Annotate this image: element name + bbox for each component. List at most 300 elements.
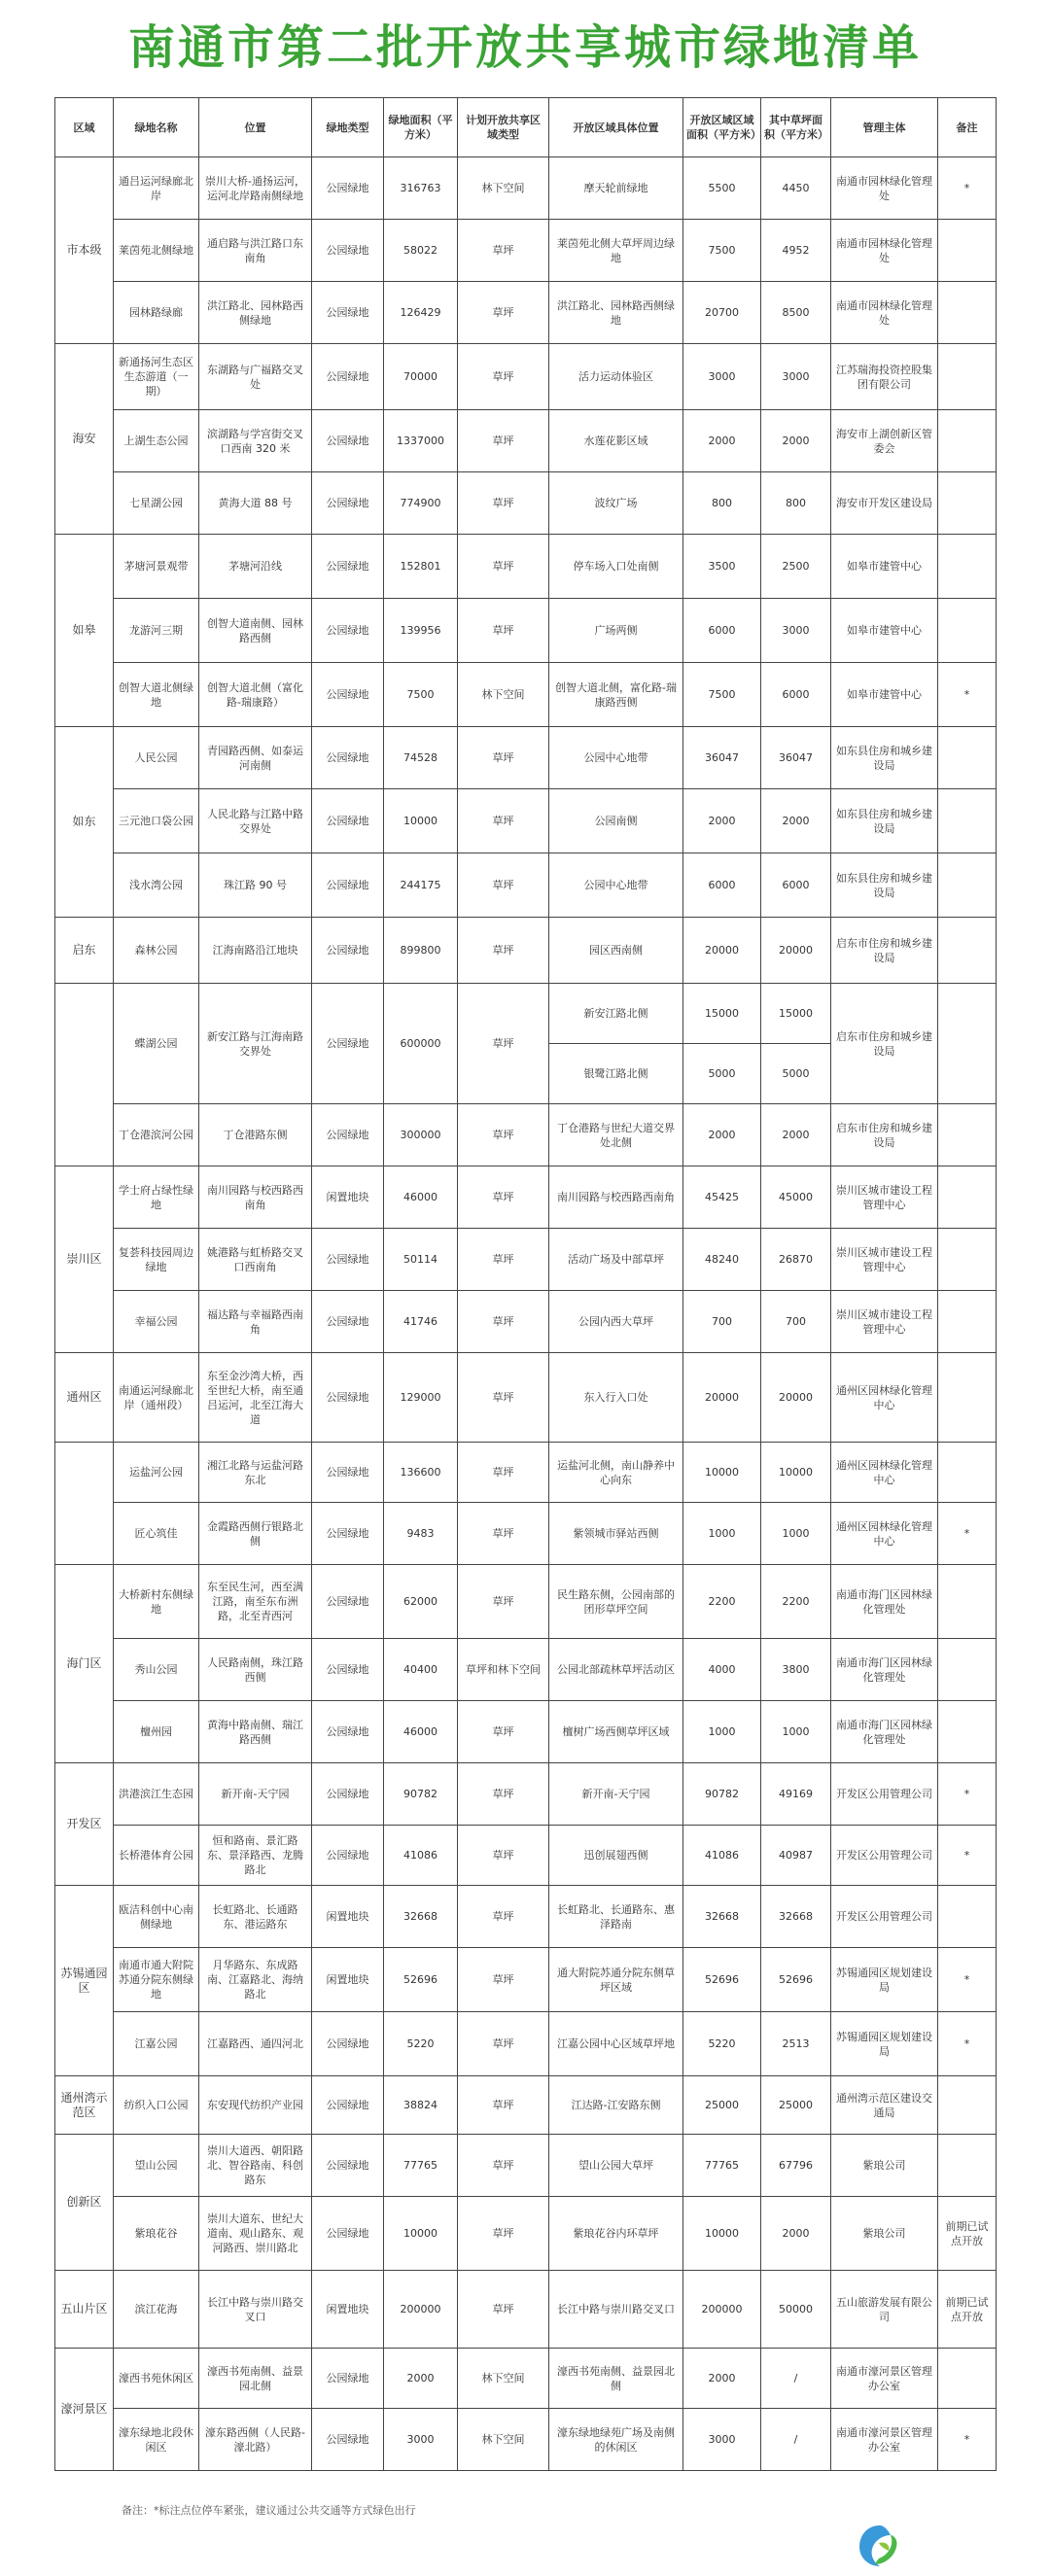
cell-open-area: 7500 [683, 663, 761, 727]
cell-lawn-area: 2500 [761, 535, 831, 599]
table-row [55, 663, 997, 727]
table-row [55, 282, 997, 344]
cell-area: 10000 [384, 2197, 458, 2271]
cell-open-location: 活动广场及中部草坪 [549, 1229, 683, 1291]
cell-region: 如皋 [55, 535, 114, 727]
cell-open-type: 草坪 [458, 1104, 549, 1166]
cell-location: 珠江路 90 号 [199, 853, 312, 918]
cell-region: 通州湾示范区 [55, 2076, 114, 2135]
cell-manager: 如东县住房和城乡建设局 [831, 853, 938, 918]
green-space-table-wrapper [54, 97, 996, 2471]
cell-lawn-area: 4952 [761, 220, 831, 282]
table-row [55, 2135, 997, 2197]
cell-note: * [938, 2012, 997, 2076]
header-region: 区域 [55, 98, 114, 157]
cell-type: 闲置地块 [312, 1948, 384, 2012]
cell-area: 40400 [384, 1639, 458, 1701]
cell-name: 匠心筑佳 [114, 1503, 199, 1565]
cell-manager: 苏锡通园区规划建设局 [831, 2012, 938, 2076]
cell-manager: 如东县住房和城乡建设局 [831, 727, 938, 789]
header-row [55, 98, 997, 157]
cell-location: 茅塘河沿线 [199, 535, 312, 599]
cell-area: 300000 [384, 1104, 458, 1166]
cell-name: 幸福公园 [114, 1291, 199, 1353]
cell-open-type: 草坪 [458, 918, 549, 984]
cell-area: 41746 [384, 1291, 458, 1353]
cell-open-type: 草坪 [458, 2076, 549, 2135]
cell-manager: 南通市园林绿化管理处 [831, 157, 938, 220]
cell-name: 滨江花海 [114, 2271, 199, 2349]
cell-open-type: 草坪 [458, 1166, 549, 1229]
cell-open-location: 东入行入口处 [549, 1353, 683, 1443]
cell-note [938, 1291, 997, 1353]
cell-name: 濠西书苑休闲区 [114, 2349, 199, 2409]
cell-area: 10000 [384, 789, 458, 853]
cell-location: 东湖路与广福路交叉处 [199, 344, 312, 410]
cell-open-type: 草坪 [458, 1886, 549, 1948]
cell-location: 濠西书苑南侧、益景园北侧 [199, 2349, 312, 2409]
cell-lawn-area: 700 [761, 1291, 831, 1353]
cell-note [938, 1353, 997, 1443]
cell-type: 公园绿地 [312, 410, 384, 472]
header-type: 绿地类型 [312, 98, 384, 157]
cell-name: 浅水湾公园 [114, 853, 199, 918]
cell-open-location: 莱茵苑北侧大草坪周边绿地 [549, 220, 683, 282]
cell-note: 前期已试点开放 [938, 2197, 997, 2271]
cell-note [938, 220, 997, 282]
cell-open-type: 草坪 [458, 1701, 549, 1763]
table-row [55, 157, 997, 220]
cell-area: 32668 [384, 1886, 458, 1948]
cell-location: 福达路与幸福路西南角 [199, 1291, 312, 1353]
cell-note [938, 727, 997, 789]
cell-open-type: 草坪 [458, 789, 549, 853]
cell-type: 公园绿地 [312, 1565, 384, 1639]
cell-name: 檀州园 [114, 1701, 199, 1763]
cell-location: 江海南路沿江地块 [199, 918, 312, 984]
table-row [55, 1291, 997, 1353]
cell-lawn-area: 15000 [761, 984, 831, 1044]
cell-type: 公园绿地 [312, 282, 384, 344]
cell-open-location: 长江中路与崇川路交叉口 [549, 2271, 683, 2349]
table-row [55, 1353, 997, 1443]
cell-name: 望山公园 [114, 2135, 199, 2197]
cell-note [938, 282, 997, 344]
cell-note [938, 410, 997, 472]
cell-manager: 南通市海门区园林绿化管理处 [831, 1565, 938, 1639]
cell-lawn-area: 6000 [761, 663, 831, 727]
cell-note [938, 1166, 997, 1229]
cell-open-type: 草坪 [458, 1443, 549, 1503]
cell-open-type: 草坪 [458, 2197, 549, 2271]
cell-open-area: 4000 [683, 1639, 761, 1701]
cell-lawn-area: 3000 [761, 344, 831, 410]
table-row [55, 2271, 997, 2349]
cell-open-area: 15000 [683, 984, 761, 1044]
cell-open-type: 草坪 [458, 1763, 549, 1826]
cell-open-location: 运盐河北侧，南山静养中心向东 [549, 1443, 683, 1503]
cell-manager: 五山旅游发展有限公司 [831, 2271, 938, 2349]
cell-area: 316763 [384, 157, 458, 220]
cell-region: 濠河景区 [55, 2349, 114, 2471]
cell-open-type: 草坪 [458, 984, 549, 1104]
cell-open-location: 通大附院苏通分院东侧草坪区域 [549, 1948, 683, 2012]
cell-open-type: 草坪 [458, 220, 549, 282]
cell-open-location: 迅创展翅西侧 [549, 1826, 683, 1886]
cell-name: 创智大道北侧绿地 [114, 663, 199, 727]
cell-lawn-area: 32668 [761, 1886, 831, 1948]
cell-location: 月华路东、东成路南、江嘉路北、海纳路北 [199, 1948, 312, 2012]
cell-type: 公园绿地 [312, 1639, 384, 1701]
cell-region: 市本级 [55, 157, 114, 344]
cell-area: 139956 [384, 599, 458, 663]
cell-name: 洪港滨江生态园 [114, 1763, 199, 1826]
cell-note: * [938, 1948, 997, 2012]
cell-lawn-area: 1000 [761, 1503, 831, 1565]
cell-manager: 苏锡通园区规划建设局 [831, 1948, 938, 2012]
cell-name: 茅塘河景观带 [114, 535, 199, 599]
cell-manager: 崇川区城市建设工程管理中心 [831, 1291, 938, 1353]
cell-open-location: 江嘉公园中心区域草坪地 [549, 2012, 683, 2076]
cell-note [938, 2349, 997, 2409]
cell-region: 海门区 [55, 1565, 114, 1763]
cell-type: 公园绿地 [312, 220, 384, 282]
cell-lawn-area: 2200 [761, 1565, 831, 1639]
cell-note [938, 535, 997, 599]
cell-lawn-area: 2000 [761, 410, 831, 472]
cell-name: 人民公园 [114, 727, 199, 789]
cell-type: 公园绿地 [312, 472, 384, 535]
cell-location: 崇川大道东、世纪大道南、观山路东、观河路西、崇川路北 [199, 2197, 312, 2271]
cell-name: 大桥新村东侧绿地 [114, 1565, 199, 1639]
cell-area: 126429 [384, 282, 458, 344]
cell-note: * [938, 157, 997, 220]
table-row [55, 918, 997, 984]
cell-manager: 海安市上湖创新区管委会 [831, 410, 938, 472]
cell-region: 通州区 [55, 1353, 114, 1443]
cell-location: 东安现代纺织产业园 [199, 2076, 312, 2135]
table-row [55, 1166, 997, 1229]
table-row [55, 1104, 997, 1166]
cell-type: 公园绿地 [312, 2409, 384, 2471]
cell-area: 38824 [384, 2076, 458, 2135]
cell-type: 公园绿地 [312, 663, 384, 727]
cell-type: 公园绿地 [312, 2135, 384, 2197]
cell-note: * [938, 1826, 997, 1886]
cell-manager: 南通市园林绿化管理处 [831, 282, 938, 344]
cell-note [938, 789, 997, 853]
page-title: 南通市第二批开放共享城市绿地清单 [127, 20, 922, 75]
cell-open-type: 草坪 [458, 410, 549, 472]
cell-note [938, 2076, 997, 2135]
cell-note [938, 1443, 997, 1503]
cell-open-area: 3000 [683, 344, 761, 410]
cell-name: 瓯洁科创中心南侧绿地 [114, 1886, 199, 1948]
cell-open-location: 园区西南侧 [549, 918, 683, 984]
header-open-type: 计划开放共享区域类型 [458, 98, 549, 157]
cell-open-location: 江达路-江安路东侧 [549, 2076, 683, 2135]
green-space-table [54, 97, 997, 2471]
cell-lawn-area: 2000 [761, 2197, 831, 2271]
cell-open-location: 新开南-天宁园 [549, 1763, 683, 1826]
cell-manager: 通州湾示范区建设交通局 [831, 2076, 938, 2135]
cell-manager: 南通市海门区园林绿化管理处 [831, 1701, 938, 1763]
cell-name: 秀山公园 [114, 1639, 199, 1701]
header-area: 绿地面积（平方米） [384, 98, 458, 157]
table-row [55, 2076, 997, 2135]
cell-open-area: 2000 [683, 2349, 761, 2409]
cell-name: 南通运河绿廊北岸（通州段） [114, 1353, 199, 1443]
cell-area: 7500 [384, 663, 458, 727]
cell-note: * [938, 1763, 997, 1826]
table-row [55, 1763, 997, 1826]
cell-note: * [938, 1503, 997, 1565]
cell-type: 公园绿地 [312, 1104, 384, 1166]
cell-location: 通启路与洪江路口东南角 [199, 220, 312, 282]
cell-open-location: 公园中心地带 [549, 727, 683, 789]
table-row [55, 2349, 997, 2409]
cell-manager: 南通市濠河景区管理办公室 [831, 2349, 938, 2409]
cell-open-location: 丁仓港路与世纪大道交界处北侧 [549, 1104, 683, 1166]
cell-open-type: 草坪 [458, 472, 549, 535]
cell-type: 公园绿地 [312, 157, 384, 220]
table-row [55, 1639, 997, 1701]
cell-open-type: 草坪 [458, 2012, 549, 2076]
cell-type: 公园绿地 [312, 853, 384, 918]
cell-location: 创智大道南侧、园林路西侧 [199, 599, 312, 663]
cell-location: 长虹路北、长通路东、港运路东 [199, 1886, 312, 1948]
cell-open-location: 濠东绿地绿苑广场及南侧的休闲区 [549, 2409, 683, 2471]
cell-area: 136600 [384, 1443, 458, 1503]
cell-open-area: 90782 [683, 1763, 761, 1826]
cell-manager: 通州区园林绿化管理中心 [831, 1353, 938, 1443]
cell-note [938, 599, 997, 663]
table-row [55, 599, 997, 663]
cell-manager: 开发区公用管理公司 [831, 1763, 938, 1826]
cell-lawn-area: 2513 [761, 2012, 831, 2076]
cell-lawn-area: 25000 [761, 2076, 831, 2135]
table-row [55, 853, 997, 918]
table-row [55, 1229, 997, 1291]
cell-open-location: 停车场入口处南侧 [549, 535, 683, 599]
cell-lawn-area: 40987 [761, 1826, 831, 1886]
cell-manager: 通州区园林绿化管理中心 [831, 1503, 938, 1565]
cell-open-type: 草坪 [458, 535, 549, 599]
table-row [55, 984, 997, 1044]
table-row [55, 472, 997, 535]
cell-name: 莱茵苑北侧绿地 [114, 220, 199, 282]
cell-manager: 启东市住房和城乡建设局 [831, 984, 938, 1104]
table-row [55, 727, 997, 789]
cell-open-area: 45425 [683, 1166, 761, 1229]
cell-area: 52696 [384, 1948, 458, 2012]
cell-manager: 崇川区城市建设工程管理中心 [831, 1229, 938, 1291]
cell-name: 学士府占绿性绿地 [114, 1166, 199, 1229]
cell-open-location: 波纹广场 [549, 472, 683, 535]
cell-open-area: 1000 [683, 1701, 761, 1763]
cell-area: 46000 [384, 1701, 458, 1763]
cell-type: 公园绿地 [312, 2197, 384, 2271]
cell-open-area: 5220 [683, 2012, 761, 2076]
cell-manager: 南通市濠河景区管理办公室 [831, 2409, 938, 2471]
cell-open-type: 草坪 [458, 1229, 549, 1291]
table-row [55, 2197, 997, 2271]
cell-open-location: 活力运动体验区 [549, 344, 683, 410]
cell-region [55, 1443, 114, 1565]
cell-location: 创智大道北侧（富化路-瑞康路） [199, 663, 312, 727]
cell-area: 244175 [384, 853, 458, 918]
cell-name: 七星湖公园 [114, 472, 199, 535]
cell-manager: 开发区公用管理公司 [831, 1826, 938, 1886]
cell-manager: 启东市住房和城乡建设局 [831, 918, 938, 984]
cell-note [938, 1565, 997, 1639]
cell-area: 600000 [384, 984, 458, 1104]
cell-open-type: 草坪 [458, 2271, 549, 2349]
cell-open-area: 36047 [683, 727, 761, 789]
cell-open-area: 3000 [683, 2409, 761, 2471]
cell-area: 77765 [384, 2135, 458, 2197]
cell-region: 开发区 [55, 1763, 114, 1886]
cell-note [938, 344, 997, 410]
cell-location: 南川园路与校西路西南角 [199, 1166, 312, 1229]
cell-manager: 开发区公用管理公司 [831, 1886, 938, 1948]
cell-lawn-area: 49169 [761, 1763, 831, 1826]
cell-type: 闲置地块 [312, 1886, 384, 1948]
cell-open-type: 林下空间 [458, 2349, 549, 2409]
cell-area: 129000 [384, 1353, 458, 1443]
cell-location: 湘江北路与运盐河路东北 [199, 1443, 312, 1503]
cell-open-area: 32668 [683, 1886, 761, 1948]
cell-manager: 启东市住房和城乡建设局 [831, 1104, 938, 1166]
cell-manager: 江苏瑞海投资控股集团有限公司 [831, 344, 938, 410]
cell-location: 东至金沙湾大桥，西至世纪大桥，南至通吕运河，北至江海大道 [199, 1353, 312, 1443]
cell-type: 公园绿地 [312, 1763, 384, 1826]
cell-manager: 海安市开发区建设局 [831, 472, 938, 535]
cell-open-type: 林下空间 [458, 157, 549, 220]
cell-type: 公园绿地 [312, 1229, 384, 1291]
cell-area: 5220 [384, 2012, 458, 2076]
cell-open-type: 林下空间 [458, 663, 549, 727]
cell-open-type: 草坪 [458, 1565, 549, 1639]
cell-note: * [938, 663, 997, 727]
cell-name: 丁仓港滨河公园 [114, 1104, 199, 1166]
cell-type: 公园绿地 [312, 2076, 384, 2135]
cell-open-area: 77765 [683, 2135, 761, 2197]
cell-region: 五山片区 [55, 2271, 114, 2349]
cell-open-area: 2000 [683, 410, 761, 472]
cell-location: 恒和路南、景汇路东、景泽路西、龙腾路北 [199, 1826, 312, 1886]
cell-open-location: 南川园路与校西路西南角 [549, 1166, 683, 1229]
table-row [55, 410, 997, 472]
cell-type: 公园绿地 [312, 1291, 384, 1353]
cell-region: 崇川区 [55, 1166, 114, 1353]
cell-location: 新安江路与江海南路交界处 [199, 984, 312, 1104]
cell-open-area: 6000 [683, 599, 761, 663]
cell-lawn-area: 10000 [761, 1443, 831, 1503]
header-open-location: 开放区域具体位置 [549, 98, 683, 157]
cell-open-location: 檀树广场西侧草坪区域 [549, 1701, 683, 1763]
cell-lawn-area: 8500 [761, 282, 831, 344]
cell-manager: 如东县住房和城乡建设局 [831, 789, 938, 853]
cell-location: 黄海中路南侧、瑞江路西侧 [199, 1701, 312, 1763]
cell-open-location: 摩天轮前绿地 [549, 157, 683, 220]
cell-open-location: 银鹭江路北侧 [549, 1044, 683, 1104]
table-row [55, 344, 997, 410]
cell-lawn-area: 52696 [761, 1948, 831, 2012]
cell-open-type: 林下空间 [458, 2409, 549, 2471]
cell-area: 3000 [384, 2409, 458, 2471]
header-open-area: 开放区域区域面积（平方米） [683, 98, 761, 157]
cell-open-area: 3500 [683, 535, 761, 599]
cell-location: 姚港路与虹桥路交叉口西南角 [199, 1229, 312, 1291]
cell-area: 9483 [384, 1503, 458, 1565]
cell-note: 前期已试点开放 [938, 2271, 997, 2349]
cell-lawn-area: 50000 [761, 2271, 831, 2349]
cell-area: 774900 [384, 472, 458, 535]
cell-type: 公园绿地 [312, 1443, 384, 1503]
header-location: 位置 [199, 98, 312, 157]
cell-open-area: 20000 [683, 918, 761, 984]
cell-location: 新开南-天宁园 [199, 1763, 312, 1826]
cell-manager: 通州区园林绿化管理中心 [831, 1443, 938, 1503]
header-name: 绿地名称 [114, 98, 199, 157]
cell-note [938, 1886, 997, 1948]
cell-open-location: 紫琅花谷内环草坪 [549, 2197, 683, 2271]
cell-open-type: 草坪 [458, 1826, 549, 1886]
cell-type: 公园绿地 [312, 599, 384, 663]
cell-open-area: 800 [683, 472, 761, 535]
cell-note [938, 1701, 997, 1763]
cell-type: 公园绿地 [312, 789, 384, 853]
cell-lawn-area: 67796 [761, 2135, 831, 2197]
cell-area: 90782 [384, 1763, 458, 1826]
cell-lawn-area: 4450 [761, 157, 831, 220]
cell-note [938, 2135, 997, 2197]
cell-note [938, 472, 997, 535]
cell-open-location: 紫领城市驿站西侧 [549, 1503, 683, 1565]
cell-area: 2000 [384, 2349, 458, 2409]
cell-open-location: 水莲花影区域 [549, 410, 683, 472]
table-row [55, 2012, 997, 2076]
cell-location: 洪江路北、园林路西侧绿地 [199, 282, 312, 344]
cell-note [938, 1639, 997, 1701]
cell-lawn-area: 6000 [761, 853, 831, 918]
cell-open-type: 草坪 [458, 344, 549, 410]
cell-area: 74528 [384, 727, 458, 789]
table-row [55, 535, 997, 599]
cell-name: 上湖生态公园 [114, 410, 199, 472]
cell-location: 滨湖路与学宫街交叉口西南 320 米 [199, 410, 312, 472]
cell-type: 闲置地块 [312, 1166, 384, 1229]
cell-name: 通吕运河绿廊北岸 [114, 157, 199, 220]
cell-lawn-area: 20000 [761, 918, 831, 984]
cell-open-type: 草坪 [458, 2135, 549, 2197]
cell-type: 公园绿地 [312, 535, 384, 599]
cell-name: 三元池口袋公园 [114, 789, 199, 853]
cell-type: 公园绿地 [312, 1701, 384, 1763]
cell-open-area: 52696 [683, 1948, 761, 2012]
cell-open-location: 洪江路北、园林路西侧绿地 [549, 282, 683, 344]
table-row [55, 1886, 997, 1948]
cell-name: 复荟科技园周边绿地 [114, 1229, 199, 1291]
cell-type: 公园绿地 [312, 1826, 384, 1886]
cell-name: 园林路绿廊 [114, 282, 199, 344]
cell-note [938, 1104, 997, 1166]
table-row [55, 789, 997, 853]
cell-region: 海安 [55, 344, 114, 535]
cell-location: 江嘉路西、通四河北 [199, 2012, 312, 2076]
cell-type: 闲置地块 [312, 2271, 384, 2349]
